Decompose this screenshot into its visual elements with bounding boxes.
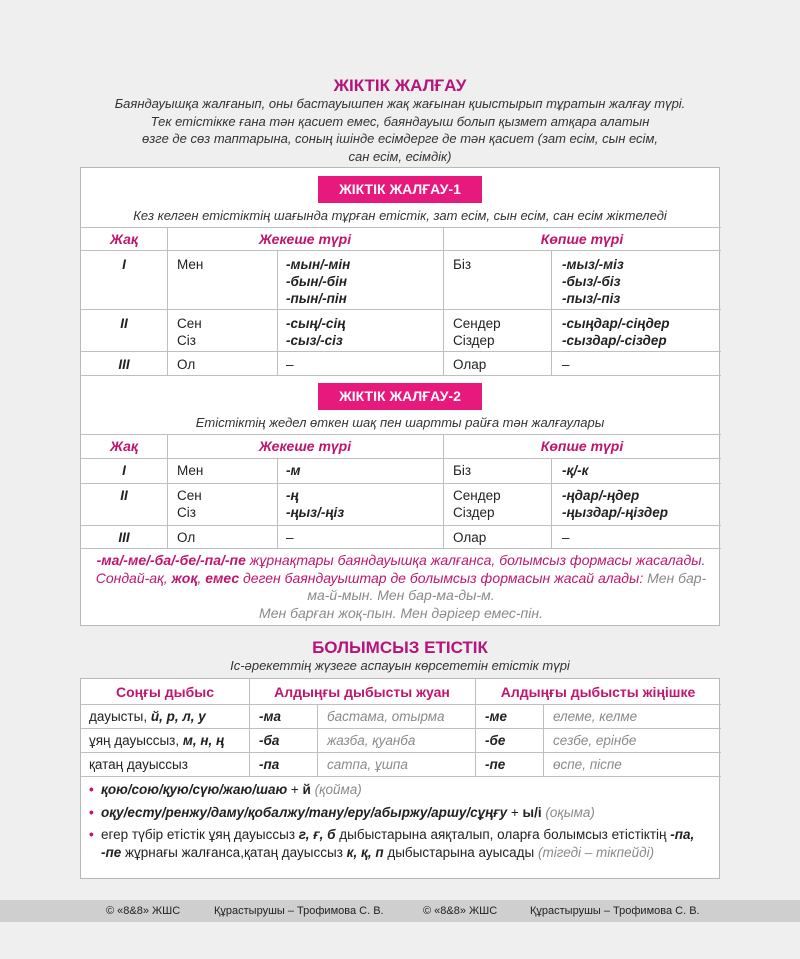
singular-ending: – [286,357,294,372]
person-number: II [120,488,128,503]
plus-sign: + [287,782,303,797]
front-examples: елеме, келме [553,709,638,724]
singular-ending [286,487,344,521]
singular-pronoun: Ол [177,530,196,545]
divider [551,251,552,375]
plural-ending [562,487,668,521]
person-number: II [120,316,128,331]
copyright: © «8&8» ЖШС [423,905,498,917]
sound-type: дауысты, [89,709,151,724]
column-header-plural: Көпше түрі [540,231,624,247]
front-examples: өспе, піспе [553,757,622,772]
example: (қойма) [310,782,362,797]
section-title: БОЛЫМСЫЗ ЕТІСТІК [312,638,488,657]
divider [543,704,544,776]
divider [81,728,721,729]
plural-pronoun [453,256,471,273]
pronoun: Сен [177,316,202,331]
back-examples: бастама, отырма [327,709,445,724]
author: Құрастырушы – Трофимова С. В. [214,905,384,917]
pronoun: Сендер [453,316,501,331]
back-suffix: -ба [259,733,280,748]
front-suffix: -бе [485,733,506,748]
divider [81,483,721,484]
back-examples: жазба, қуанба [327,733,416,748]
letters: г, ғ, б [298,827,336,842]
front-suffix: -ме [485,709,507,724]
column-header-person: Жақ [109,231,139,247]
list-item [87,804,713,822]
suffix: й [302,782,311,797]
front-suffix: -пе [485,757,506,772]
singular-pronoun: Мен [177,463,204,478]
plural-pronoun: Олар [453,530,487,545]
pronoun: Біз [453,257,472,272]
rule-text: егер түбір етістік ұяң дауыссыз [101,827,299,842]
divider [81,227,721,228]
note-text: деген баяндауыштар де болымсыз формасын жасай алады: [239,569,644,586]
ending: -пыз/-піз [562,291,621,306]
note-text: жұрнақтары баяндауышқа жалғанса, болымсыз формасы жасалады. Сондай-ақ, [95,552,706,586]
singular-pronoun [177,256,203,273]
page-title: ЖІКТІК ЖАЛҒАУ [333,76,467,95]
sound-type: ұяң дауыссыз, [89,733,183,748]
column-header-plural: Көпше түрі [540,438,624,454]
ending: -сың/-сің [286,316,346,331]
ending: -ңыз/-ңіз [286,505,345,520]
section-subtitle: Іс-әрекеттің жүзеге аспауын көрсететін етістік түрі [230,658,570,673]
ending: -пын/-пін [286,291,347,306]
column-header-front-vowel: Алдыңғы дыбысты жіңішке [500,684,696,700]
person-number: III [118,530,130,545]
plural-pronoun: Біз [453,463,472,478]
divider [167,227,168,375]
pronoun: Мен [177,257,204,272]
ending: -сыз/-сіз [286,333,343,348]
divider [81,704,721,705]
divider [81,250,721,251]
plural-ending [562,315,670,349]
singular-pronoun [177,315,202,349]
ending: -быз/-біз [562,274,621,289]
ending: -ңыздар/-ңіздер [562,505,668,520]
pronoun: Сіздер [453,505,495,520]
table1-badge: ЖІКТІК ЖАЛҒАУ-1 [318,176,482,203]
rule-text: дыбыстарына аяқталып, оларға болымсыз етістіктің [335,827,671,842]
ending: -сыңдар/-сіңдер [562,316,670,331]
column-header-singular: Жекеше түрі [258,231,352,247]
divider [443,227,444,375]
plural-ending: – [562,357,570,372]
copyright: © «8&8» ЖШС [106,905,181,917]
note-example: Мен бар-ма-й-мын. Мен бар-ма-ды-м. [307,569,707,603]
divider [81,458,721,459]
example: (оқыма) [541,804,595,820]
rules-list [87,781,713,861]
person-number: I [122,463,126,478]
singular-ending [286,256,350,307]
suffix: ы/і [522,804,542,820]
column-header-back-vowel: Алдыңғы дыбысты жуан [274,684,450,700]
divider [81,351,721,352]
singular-pronoun [177,487,202,521]
person-number: III [118,357,130,372]
negation-note [93,552,709,622]
intro-line: Баяндауышқа жалғанып, оны бастауышпен жақ жағынан қиыстырып тұратын жалғау түрі. [114,96,686,111]
negative-verb-panel [80,678,720,879]
intro-line: өзге де сөз таптарына, соның ішінде есімдерге де тән қасиет (зат есім, сын есім, [142,131,658,146]
sound-letters: м, н, ң [182,733,225,748]
plural-pronoun [453,315,501,349]
front-examples: сезбе, ерінбе [553,733,637,748]
divider [81,434,721,435]
pronoun: Сендер [453,488,501,503]
ending: -мын/-мін [286,257,351,272]
ending: -мыз/-міз [562,257,624,272]
letters: к, қ, п [346,844,384,860]
table2-subtitle: Етістіктің жедел өткен шақ пен шартты райға тән жалғаулары [195,415,605,430]
plural-pronoun: Олар [453,357,487,372]
person-number: I [122,257,126,272]
suffix: -па, -пе [101,827,695,860]
divider [81,375,721,376]
divider [81,776,721,777]
last-sound [89,708,206,725]
ending: -ңдар/-ңдер [562,488,640,503]
sound-type: қатаң дауыссыз [89,757,188,772]
sound-letters: й, р, л, у [150,709,206,724]
column-header-singular: Жекеше түрі [258,438,352,454]
list-item [87,826,713,861]
plural-ending: – [562,530,570,545]
divider [551,458,552,548]
pronoun: Сіздер [453,333,495,348]
singular-pronoun: Ол [177,357,196,372]
plural-pronoun [453,487,501,521]
ending: -сыздар/-сіздер [562,333,667,348]
ending: -ң [286,488,299,503]
divider [81,309,721,310]
plural-ending: -қ/-к [562,463,589,478]
rule-text: жұрнағы жалғанса,қатаң дауыссыз [121,844,347,860]
note-example: Мен барған жоқ-пын. Мен дәрігер емес-пін. [259,604,543,621]
singular-ending: – [286,530,294,545]
note-word: жоқ [171,569,198,586]
negation-suffixes: -ма/-ме/-ба/-бе/-па/-пе [96,552,246,568]
divider [277,251,278,375]
last-sound [89,756,188,773]
note-text: , [197,569,206,586]
singular-ending: -м [286,463,301,478]
back-suffix: -па [259,757,280,772]
divider [317,704,318,776]
plus-sign: + [507,804,523,820]
pronoun: Сен [177,488,202,503]
verb-roots: қою/сою/қую/сүю/жаю/шаю [101,782,288,797]
ending: -бын/-бін [286,274,348,289]
example: (тігеді – тікпейді) [537,844,655,860]
column-header-person: Жақ [109,438,139,454]
divider [81,548,721,549]
back-suffix: -ма [259,709,281,724]
intro-text [60,95,740,165]
divider [277,458,278,548]
verb-roots: оқу/есту/ренжу/даму/қобалжу/тану/еру/абыржу/аршу/сұңғу [101,804,508,820]
divider [81,752,721,753]
pronoun: Сіз [177,505,196,520]
divider [81,525,721,526]
list-item [87,781,713,799]
back-examples: сатпа, ұшпа [327,757,408,772]
author: Құрастырушы – Трофимова С. В. [530,905,700,917]
last-sound [89,732,224,749]
note-word: емес [205,569,240,586]
pronoun: Сіз [177,333,196,348]
intro-line: Тек етістікке ғана тән қасиет емес, баяндауыш болып қызмет атқара алатын [150,113,650,129]
column-header-last-sound: Соңғы дыбыс [115,684,215,700]
table1-subtitle: Кез келген етістіктің шағында тұрған етістік, зат есім, сын есім, сан есім жіктеледі [133,208,667,223]
plural-ending [562,256,624,307]
personal-endings-panel [80,167,720,626]
rule-text: дыбыстарына ауысады [383,844,538,860]
table2-badge: ЖІКТІК ЖАЛҒАУ-2 [318,383,482,410]
singular-ending [286,315,345,349]
footer [0,900,800,922]
intro-line: сан есім, есімдік) [348,148,452,164]
